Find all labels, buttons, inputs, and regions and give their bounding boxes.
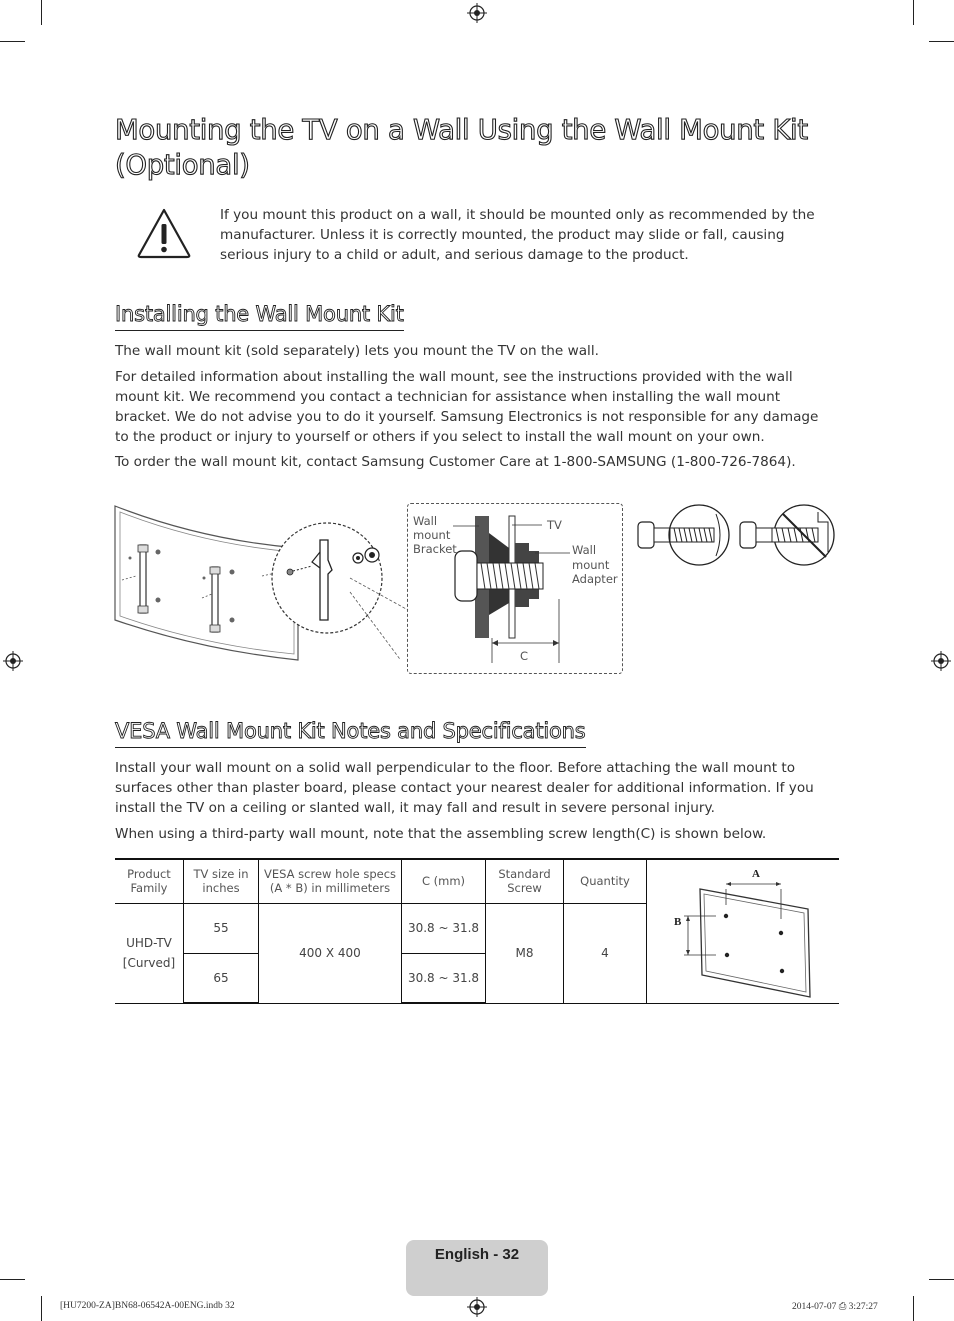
cell-screw: M8	[486, 903, 564, 1003]
cell-c-65: 30.8 ~ 31.8	[402, 953, 486, 1003]
section-heading-vesa	[115, 717, 586, 745]
label-c: C	[520, 649, 529, 663]
cell-c-55: 30.8 ~ 31.8	[402, 903, 486, 953]
screw-incorrect-illustration	[738, 502, 838, 568]
magnified-detail-illustration	[270, 500, 420, 660]
cell-vesa: 400 X 400	[259, 903, 402, 1003]
vesa-hole-diagram-cell	[647, 859, 840, 1003]
paragraph: The wall mount kit (sold separately) lets you mount the TV on the wall.	[115, 343, 599, 359]
section-heading-vesa-text: VESA Wall Mount Kit Notes and Specifications	[115, 719, 586, 743]
cell-size-55: 55	[184, 903, 259, 953]
section-heading-installing	[115, 300, 404, 328]
section-heading-installing-text: Installing the Wall Mount Kit	[115, 302, 404, 326]
page-title: Mounting the TV on a Wall Using the Wall Mount Kit (Optional)	[115, 114, 808, 181]
warning-icon	[136, 207, 192, 259]
registration-mark-left	[3, 651, 23, 671]
registration-mark-right	[931, 651, 951, 671]
header-product-family: Product Family	[115, 859, 184, 903]
header-vesa: VESA screw hole specs (A * B) in millimeters	[259, 859, 402, 903]
cell-quantity: 4	[564, 903, 647, 1003]
paragraph: Install your wall mount on a solid wall perpendicular to the floor. Before attaching the wall mount to surfaces other than plaster board, please contact your nearest dealer for additional information. If you install the TV on a ceiling or slanted wall, it may fall and result in severe personal injury.	[115, 760, 814, 816]
label-tv: TV	[547, 518, 562, 532]
registration-mark-bottom	[467, 1297, 487, 1317]
label-b: B	[674, 916, 682, 928]
spec-table	[115, 858, 839, 1004]
page-number: English - 32	[434, 1246, 520, 1263]
date-info: 2014-07-07 ⎙ 3:27:27	[792, 1302, 878, 1312]
cell-product-family: UHD-TV [Curved]	[115, 903, 184, 1003]
cell-size-65: 65	[184, 953, 259, 1003]
screw-correct-illustration	[636, 502, 732, 568]
paragraph: When using a third-party wall mount, note that the assembling screw length(C) is shown below.	[115, 826, 767, 842]
header-tv-size: TV size in inches	[184, 859, 259, 903]
warning-text: If you mount this product on a wall, it should be mounted only as recommended by the manufacturer. Unless it is correctly mounted, the product may slide or fall, causing serious injury to a child or adult, and serious damage to the product.	[220, 207, 815, 263]
paragraph: To order the wall mount kit, contact Samsung Customer Care at 1-800-SAMSUNG (1-800-726-7864).	[115, 454, 796, 470]
header-standard-screw: Standard Screw	[486, 859, 564, 903]
paragraph: For detailed information about installing the wall mount, see the instructions provided with the wall mount kit. We recommend you contact a technician for assistance when installing the wall mount bracket. We do not advise you to do it yourself. Samsung Electronics is not responsible for any damage to the product or injury to yourself or others if you select to install the wall mount on your own.	[115, 369, 819, 445]
header-quantity: Quantity	[564, 859, 647, 903]
registration-mark-top	[467, 3, 487, 23]
label-wall-mount-bracket: Wall mount Bracket	[413, 514, 457, 556]
header-c-mm: C (mm)	[402, 859, 486, 903]
vesa-hole-diagram	[648, 861, 838, 1001]
label-a: A	[752, 868, 760, 880]
file-info: [HU7200-ZA]BN68-06542A-00ENG.indb 32	[60, 1301, 235, 1311]
label-wall-mount-adapter: Wall mount Adapter	[572, 543, 618, 586]
